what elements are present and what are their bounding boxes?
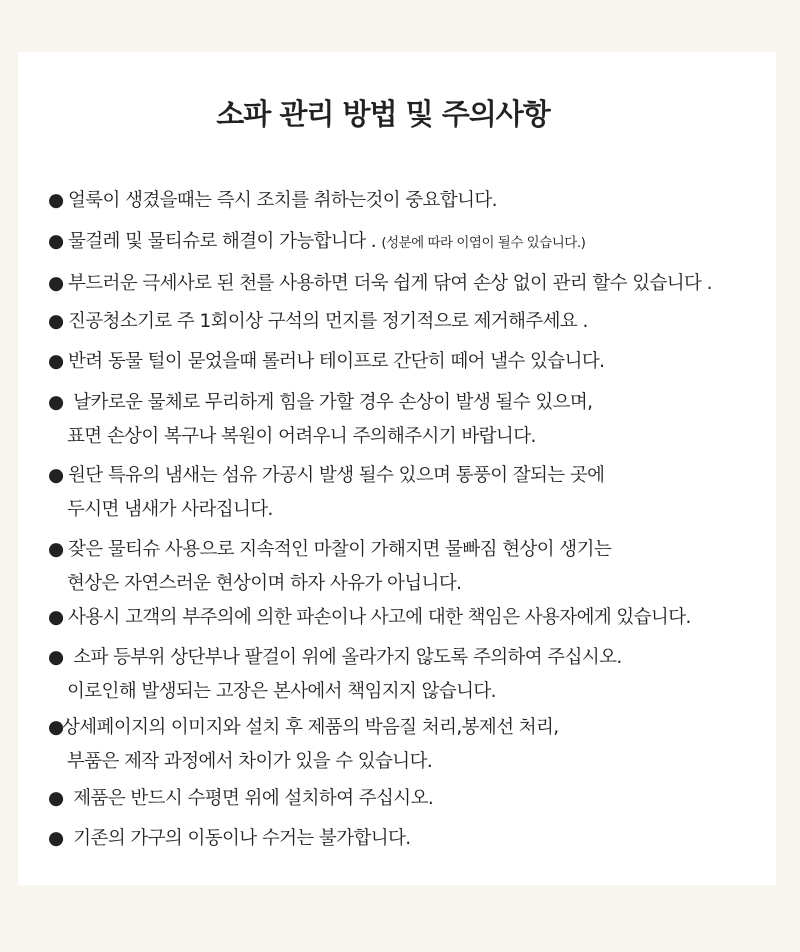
bullet-icon: ● bbox=[48, 231, 64, 252]
item-text: 진공청소기로 주 1회이상 구석의 먼지를 정기적으로 제거해주세요 . bbox=[68, 311, 588, 332]
list-item bbox=[48, 711, 778, 779]
item-line bbox=[48, 533, 778, 567]
bullet-icon: ● bbox=[48, 190, 64, 211]
item-text: 기존의 가구의 이동이나 수거는 불가합니다. bbox=[68, 828, 411, 849]
item-line bbox=[48, 267, 778, 301]
list-item bbox=[48, 641, 778, 709]
item-text: 소파 등부위 상단부나 팔걸이 위에 올라가지 않도록 주의하여 주십시오. bbox=[68, 647, 622, 668]
bullet-icon: ● bbox=[48, 828, 64, 849]
list-item bbox=[48, 822, 778, 856]
item-line bbox=[48, 386, 778, 420]
list-item bbox=[48, 459, 778, 527]
item-line bbox=[48, 641, 778, 675]
item-line: 부품은 제작 과정에서 차이가 있을 수 있습니다. bbox=[67, 751, 433, 772]
item-text: 사용시 고객의 부주의에 의한 파손이나 사고에 대한 책임은 사용자에게 있습니다. bbox=[68, 607, 691, 628]
item-line: 표면 손상이 복구나 복원이 어려우니 주의해주시기 바랍니다. bbox=[67, 426, 536, 447]
item-line bbox=[48, 184, 778, 218]
item-line bbox=[48, 822, 778, 856]
list-item bbox=[48, 225, 778, 260]
bullet-icon: ● bbox=[48, 351, 64, 372]
list-item bbox=[48, 533, 778, 601]
list-item bbox=[48, 782, 778, 816]
bullet-icon: ● bbox=[48, 392, 64, 413]
item-line: 현상은 자연스러운 현상이며 하자 사유가 아닙니다. bbox=[67, 573, 462, 594]
list-item bbox=[48, 601, 778, 635]
page-title: 소파 관리 방법 및 주의사항 bbox=[216, 97, 550, 131]
item-text: 반려 동물 털이 묻었을때 롤러나 테이프로 간단히 떼어 낼수 있습니다. bbox=[68, 351, 605, 372]
bullet-icon: ● bbox=[48, 539, 64, 560]
list-item bbox=[48, 184, 778, 218]
item-text: 날카로운 물체로 무리하게 힘을 가할 경우 손상이 발생 될수 있으며, bbox=[68, 392, 593, 413]
item-line bbox=[48, 782, 778, 816]
bullet-icon: ● bbox=[48, 788, 64, 809]
item-text: 부드러운 극세사로 된 천를 사용하면 더욱 쉽게 닦여 손상 없이 관리 할수 있습니다 . bbox=[68, 273, 712, 294]
bullet-icon: ● bbox=[48, 311, 64, 332]
item-text: 제품은 반드시 수평면 위에 설치하여 주십시오. bbox=[68, 788, 434, 809]
item-line bbox=[48, 225, 778, 260]
item-line bbox=[48, 459, 778, 493]
bullet-icon: ● bbox=[48, 717, 64, 738]
list-item bbox=[48, 386, 778, 454]
item-text: 물걸레 및 물티슈로 해결이 가능합니다 . bbox=[68, 231, 382, 252]
list-item bbox=[48, 267, 778, 301]
item-line bbox=[48, 345, 778, 379]
item-text: 잦은 물티슈 사용으로 지속적인 마찰이 가해지면 물빠짐 현상이 생기는 bbox=[68, 539, 612, 560]
item-line bbox=[48, 711, 778, 745]
bullet-icon: ● bbox=[48, 647, 64, 668]
item-line: 이로인해 발생되는 고장은 본사에서 책임지지 않습니다. bbox=[67, 681, 496, 702]
item-line: 두시면 냄새가 사라집니다. bbox=[67, 499, 273, 520]
item-line bbox=[48, 601, 778, 635]
item-text: 상세페이지의 이미지와 설치 후 제품의 박음질 처리,봉제선 처리, bbox=[62, 717, 559, 738]
item-note: (성분에 따라 이염이 될수 있습니다.) bbox=[381, 235, 586, 251]
item-line bbox=[48, 305, 778, 339]
bullet-icon: ● bbox=[48, 607, 64, 628]
item-text: 얼룩이 생겼을때는 즉시 조치를 취하는것이 중요합니다. bbox=[68, 190, 497, 211]
list-item bbox=[48, 305, 778, 339]
item-text: 원단 특유의 냄새는 섬유 가공시 발생 될수 있으며 통풍이 잘되는 곳에 bbox=[68, 465, 605, 486]
bullet-icon: ● bbox=[48, 465, 64, 486]
bullet-icon: ● bbox=[48, 273, 64, 294]
list-item bbox=[48, 345, 778, 379]
